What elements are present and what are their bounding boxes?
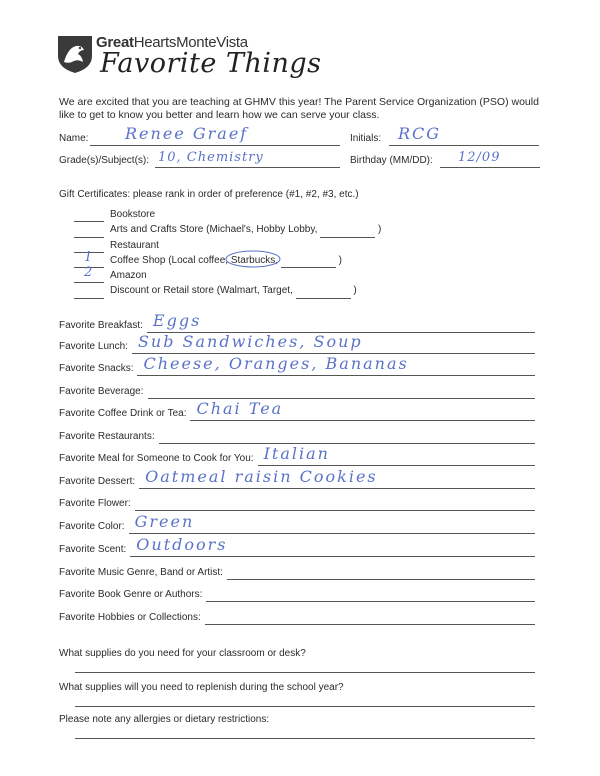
name-label: Name: [59, 133, 89, 144]
favorite-label: Favorite Flower: [59, 498, 131, 509]
gift-item-label: Restaurant [110, 239, 159, 251]
grade-label: Grade(s)/Subject(s): [59, 155, 150, 166]
answer-line[interactable] [75, 672, 535, 673]
gift-item-label: Coffee Shop (Local coffee, Starbucks, [110, 254, 279, 266]
favorite-line[interactable] [205, 624, 535, 625]
initials-label: Initials: [350, 133, 382, 144]
favorite-label: Favorite Book Genre or Authors: [59, 589, 203, 600]
circle-mark [224, 248, 282, 270]
rank-blank[interactable] [74, 210, 104, 222]
favorite-line[interactable] [206, 601, 535, 602]
brand-name-rest: HeartsMonteVista [133, 34, 248, 51]
rank-blank[interactable] [74, 226, 104, 238]
favorite-value[interactable]: Sub Sandwiches, Soup [137, 332, 363, 351]
favorite-value[interactable]: Outdoors [136, 535, 228, 554]
favorite-line[interactable] [139, 488, 535, 489]
gift-item-suffix: ) [338, 254, 342, 266]
intro-text: We are excited that you are teaching at GHMV this year! The Parent Service Organization (PSO) would like to get to know you better and learn how we can serve your class. [59, 96, 539, 121]
favorite-value[interactable]: Oatmeal raisin Cookies [145, 467, 378, 486]
gift-item-discount [74, 283, 381, 298]
birthday-label: Birthday (MM/DD): [350, 155, 433, 166]
gift-item-suffix: ) [377, 224, 382, 236]
gift-item-suffix: ) [353, 285, 357, 297]
favorite-line[interactable] [258, 465, 535, 466]
fill-blank[interactable] [281, 257, 336, 268]
fill-blank[interactable] [320, 227, 375, 238]
rank-blank[interactable] [74, 287, 104, 299]
favorite-label: Favorite Restaurants: [59, 431, 155, 442]
favorite-label: Favorite Breakfast: [59, 320, 143, 331]
birthday-line [440, 167, 540, 168]
favorite-line[interactable] [129, 533, 535, 534]
favorite-label: Favorite Music Genre, Band or Artist: [59, 567, 223, 578]
gift-item-label: Arts and Crafts Store (Michael's, Hobby Lobby, [110, 224, 318, 236]
favorite-label: Favorite Snacks: [59, 363, 134, 374]
crest-icon [56, 34, 94, 74]
favorite-label: Favorite Lunch: [59, 341, 128, 352]
initials-value[interactable]: RCG [398, 124, 442, 143]
gift-item-label: Bookstore [110, 209, 156, 220]
favorite-line[interactable] [159, 443, 535, 444]
question-label: What supplies will you need to replenish during the school year? [59, 682, 344, 693]
favorite-line[interactable] [227, 579, 535, 580]
favorite-line[interactable] [190, 420, 535, 421]
birthday-value[interactable]: 12/09 [458, 150, 501, 165]
gift-item-arts [74, 222, 381, 237]
favorite-label: Favorite Scent: [59, 544, 127, 555]
favorite-label: Favorite Dessert: [59, 476, 136, 487]
favorite-line[interactable] [135, 510, 535, 511]
initials-line [389, 145, 539, 146]
grade-line [155, 167, 340, 168]
fill-blank[interactable] [296, 288, 351, 299]
gift-item-amazon [74, 265, 381, 283]
question-label: Please note any allergies or dietary restrictions: [59, 714, 270, 725]
rank-value: 1 [84, 250, 94, 266]
favorite-line[interactable] [137, 375, 535, 376]
favorite-value[interactable]: Eggs [152, 311, 202, 330]
answer-line[interactable] [75, 738, 535, 739]
name-value[interactable]: Renee Graef [125, 124, 249, 143]
favorite-value[interactable]: Chai Tea [196, 399, 284, 418]
favorite-line[interactable] [130, 556, 535, 557]
favorite-label: Favorite Coffee Drink or Tea: [59, 408, 187, 419]
favorite-value[interactable]: Cheese, Oranges, Bananas [143, 354, 409, 373]
question-label: What supplies do you need for your classroom or desk? [59, 648, 306, 659]
gift-item-label: Amazon [110, 270, 147, 282]
favorite-label: Favorite Beverage: [59, 386, 144, 397]
favorite-label: Favorite Meal for Someone to Cook for You: [59, 453, 254, 464]
favorite-label: Favorite Color: [59, 521, 125, 532]
school-logo [56, 34, 94, 74]
gift-item-label: Discount or Retail store (Walmart, Target, [110, 285, 293, 297]
grade-value[interactable]: 10, Chemistry [158, 150, 264, 165]
brand-name-bold: Great [96, 34, 134, 51]
favorite-value[interactable]: Italian [263, 444, 330, 463]
favorite-value[interactable]: Green [134, 512, 195, 531]
gift-heading: Gift Certificates: please rank in order of preference (#1, #2, #3, etc.) [59, 189, 359, 200]
form-title: Favorite Things [100, 48, 322, 79]
name-line [90, 145, 340, 146]
answer-line[interactable] [75, 706, 535, 707]
rank-blank[interactable] [74, 265, 104, 283]
rank-value: 2 [84, 265, 94, 281]
favorite-label: Favorite Hobbies or Collections: [59, 612, 201, 623]
gift-item-bookstore [74, 207, 381, 222]
